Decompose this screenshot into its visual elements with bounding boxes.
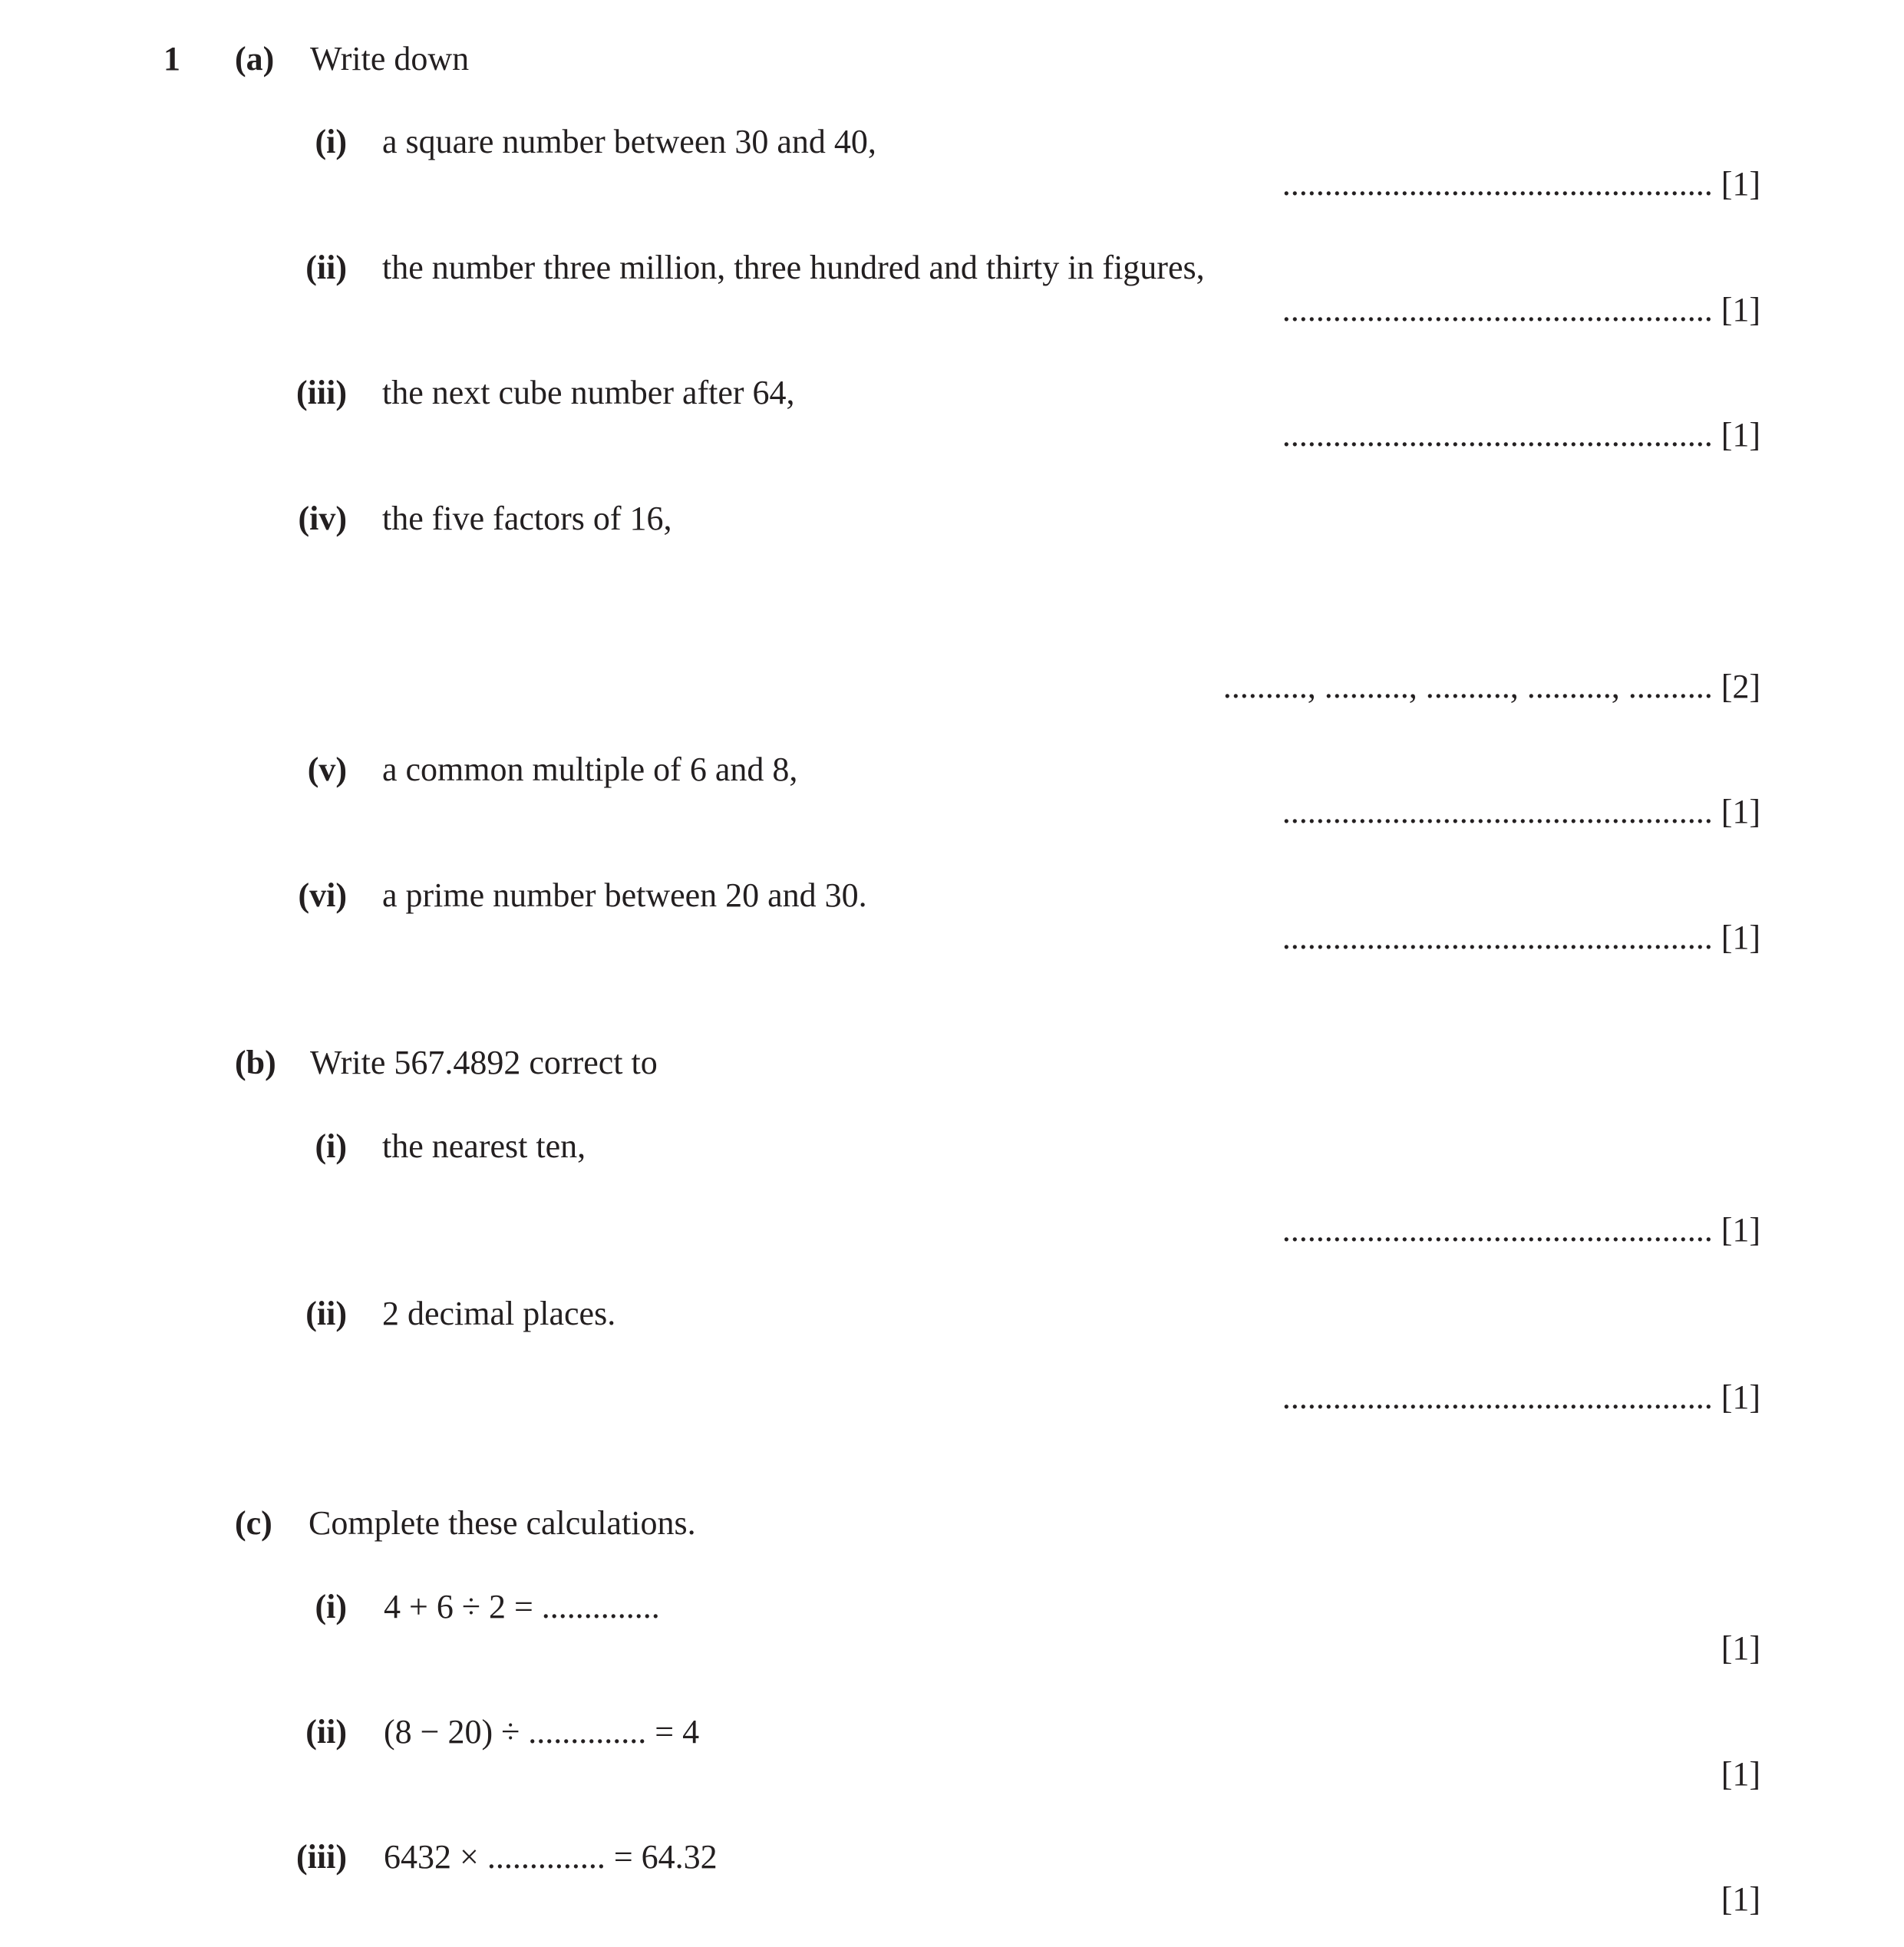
part-c-iii-label: (iii) bbox=[296, 1838, 347, 1876]
part-a-v-text: a common multiple of 6 and 8, bbox=[382, 751, 798, 788]
part-c-ii-label: (ii) bbox=[305, 1713, 347, 1751]
part-c-i-label: (i) bbox=[315, 1588, 347, 1625]
part-c-iii-calculation[interactable]: 6432 × .............. = 64.32 bbox=[384, 1838, 718, 1876]
question-number: 1 bbox=[163, 40, 180, 78]
part-b-i-text: the nearest ten, bbox=[382, 1127, 586, 1165]
part-b-label: (b) bbox=[235, 1044, 276, 1081]
part-a-v-answer-line[interactable]: ................................................... [1] bbox=[1282, 793, 1760, 830]
part-a-iv-label: (iv) bbox=[298, 500, 347, 537]
part-a-prompt: Write down bbox=[310, 40, 470, 78]
part-b-ii-answer-line[interactable]: ................................................... [1] bbox=[1282, 1378, 1760, 1416]
part-c-prompt: Complete these calculations. bbox=[309, 1504, 696, 1542]
part-b-i-answer-line[interactable]: ................................................... [1] bbox=[1282, 1211, 1760, 1249]
part-a-ii-answer-line[interactable]: ................................................... [1] bbox=[1282, 291, 1760, 328]
part-a-i-text: a square number between 30 and 40, bbox=[382, 123, 876, 160]
part-a-iii-label: (iii) bbox=[296, 374, 347, 411]
part-c-label: (c) bbox=[235, 1504, 272, 1542]
part-a-ii-label: (ii) bbox=[305, 249, 347, 286]
part-b-i-label: (i) bbox=[315, 1127, 347, 1165]
part-a-vi-text: a prime number between 20 and 30. bbox=[382, 876, 867, 914]
part-c-i-calculation[interactable]: 4 + 6 ÷ 2 = .............. bbox=[384, 1588, 660, 1625]
part-b-ii-text: 2 decimal places. bbox=[382, 1295, 616, 1332]
part-c-i-marks: [1] bbox=[1721, 1629, 1760, 1667]
part-a-iv-text: the five factors of 16, bbox=[382, 500, 672, 537]
part-a-v-label: (v) bbox=[307, 751, 347, 788]
part-a-i-answer-line[interactable]: ................................................... [1] bbox=[1282, 165, 1760, 203]
part-a-iii-answer-line[interactable]: ................................................... [1] bbox=[1282, 416, 1760, 454]
part-a-iv-answer-line[interactable]: .........., .........., .........., .........., .......... [2] bbox=[1223, 668, 1760, 705]
part-a-vi-answer-line[interactable]: ................................................... [1] bbox=[1282, 919, 1760, 956]
part-a-label: (a) bbox=[235, 40, 275, 78]
part-c-ii-calculation[interactable]: (8 − 20) ÷ .............. = 4 bbox=[384, 1713, 700, 1751]
part-a-ii-text: the number three million, three hundred and thirty in figures, bbox=[382, 249, 1205, 286]
part-a-i-label: (i) bbox=[315, 123, 347, 160]
part-c-iii-marks: [1] bbox=[1721, 1880, 1760, 1918]
part-c-ii-marks: [1] bbox=[1721, 1755, 1760, 1793]
part-b-ii-label: (ii) bbox=[305, 1295, 347, 1332]
part-b-prompt: Write 567.4892 correct to bbox=[310, 1044, 658, 1081]
part-a-vi-label: (vi) bbox=[298, 876, 347, 914]
part-a-iii-text: the next cube number after 64, bbox=[382, 374, 795, 411]
